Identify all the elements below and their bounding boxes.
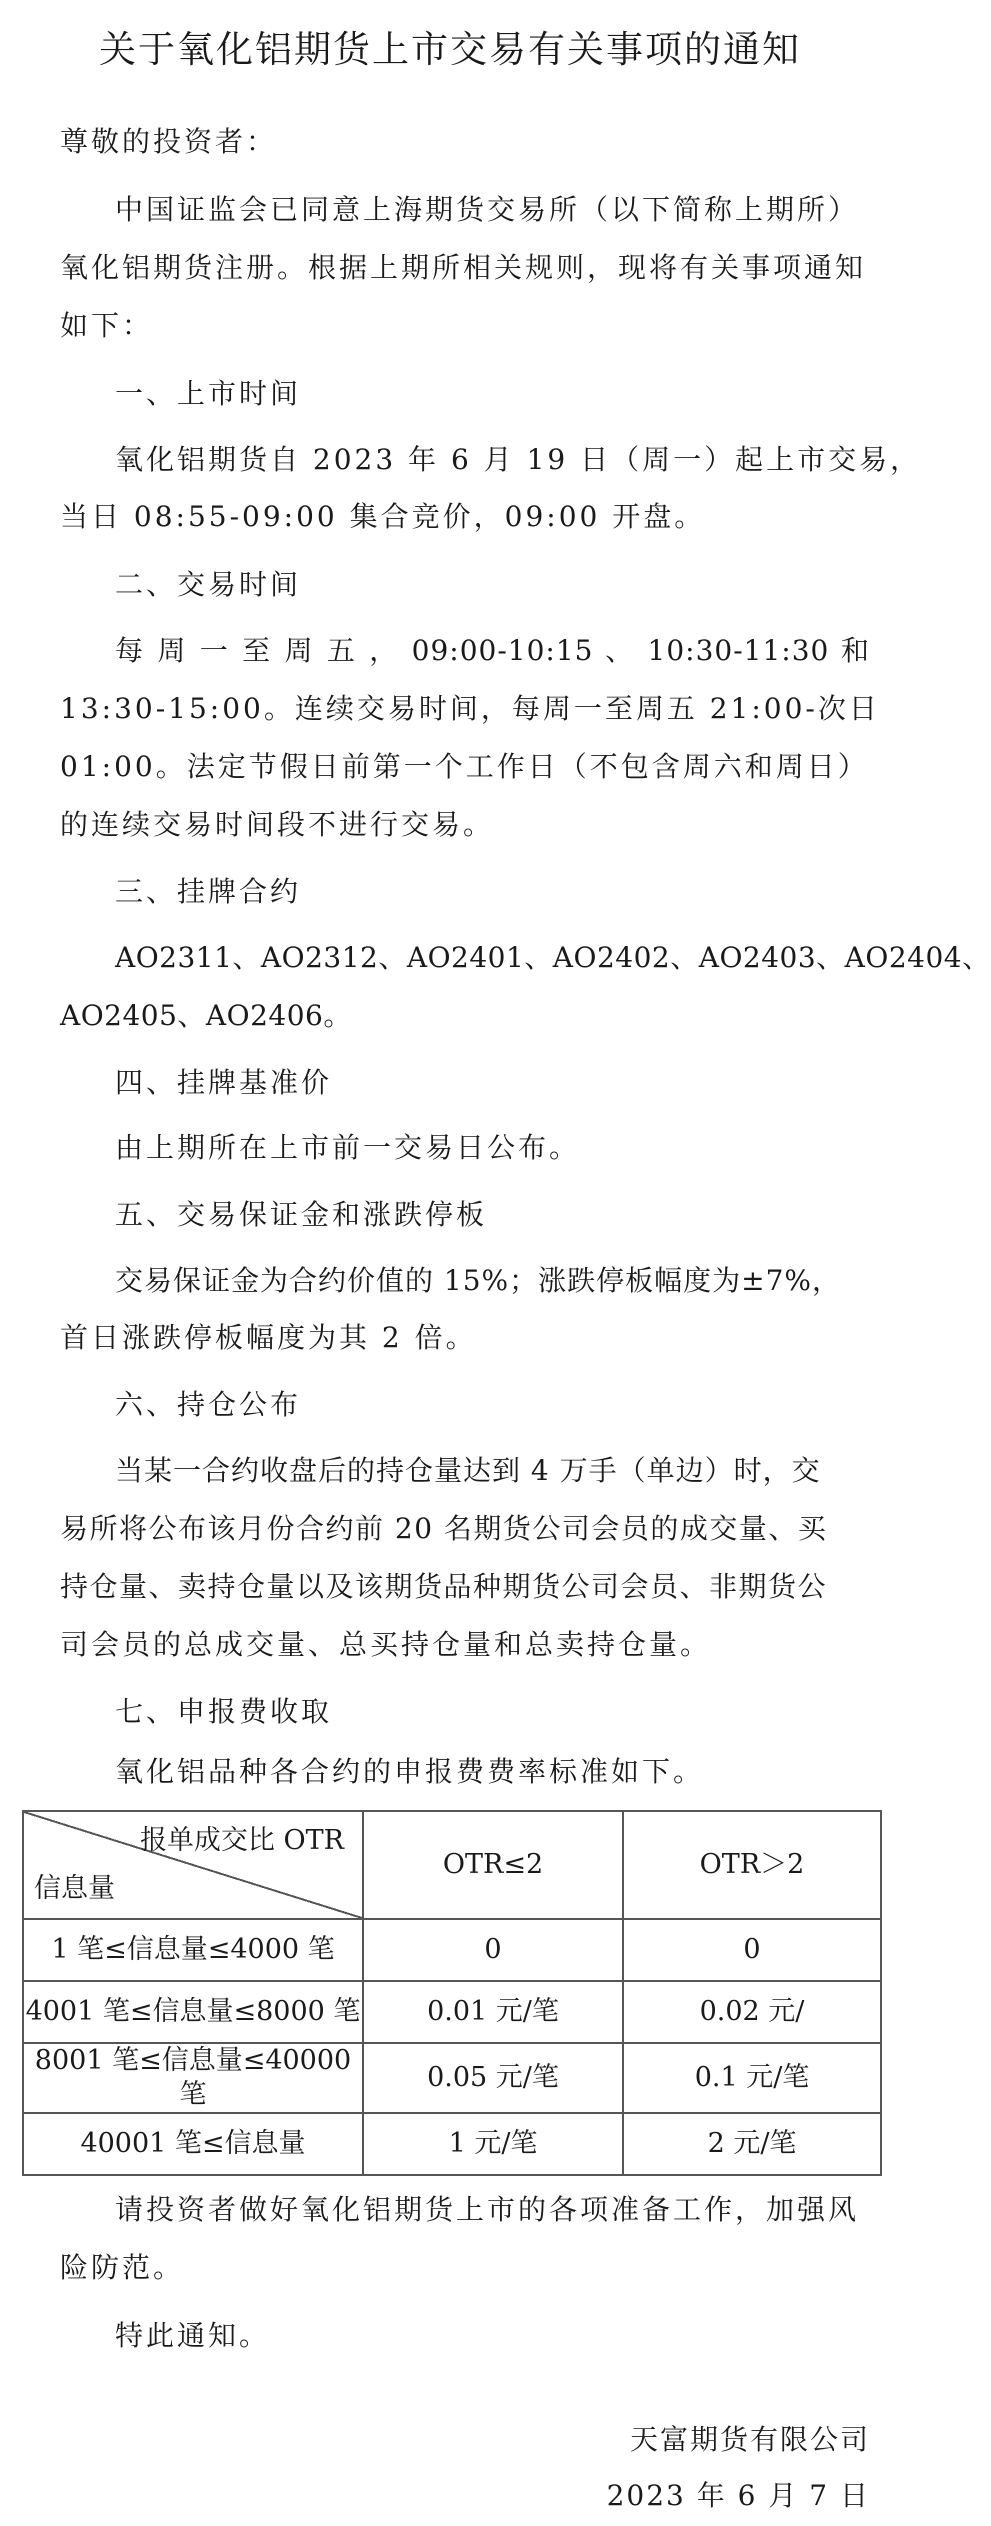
section-heading-visible: [115, 1692, 870, 1732]
section-heading: 五、交易保证金和涨跌停板: [115, 1198, 488, 1231]
section-body-line: 01:00。法定节假日前第一个工作日（不包含周六和周日）: [60, 750, 869, 783]
section-body-line: 由上期所在上市前一交易日公布。: [115, 1131, 581, 1164]
header-corner-bottom: 信息量: [34, 1873, 115, 1904]
row-otr-le-2: 0: [363, 1919, 623, 1981]
section-body-line: 易所将公布该月份合约前 20 名期货公司会员的成交量、买: [60, 1512, 828, 1545]
table-row: [23, 2043, 881, 2113]
closing-line: 请投资者做好氧化铝期货上市的各项准备工作，加强风: [115, 2193, 860, 2226]
fee-table: [22, 1810, 882, 2176]
row-otr-le-2: 0.05 元/笔: [363, 2043, 623, 2113]
table-row: [23, 2113, 881, 2175]
document-title: 关于氧化铝期货上市交易有关事项的通知: [99, 28, 801, 71]
row-label: 4001 笔≤信息量≤8000 笔: [23, 1981, 363, 2043]
section-heading: 六、持仓公布: [115, 1388, 302, 1421]
signature-company: 天富期货有限公司: [629, 2423, 870, 2456]
section-body-line: 当日 08:55-09:00 集合竞价，09:00 开盘。: [60, 500, 706, 533]
section-body-line: 交易保证金为合约价值的 15%；涨跌停板幅度为±7%，: [115, 1264, 842, 1297]
notice-text: 特此通知。: [115, 2319, 271, 2352]
section-heading: 四、挂牌基准价: [115, 1066, 333, 1099]
section-body-line: 每 周 一 至 周 五 ， 09:00-10:15 、 10:30-11:30 和: [115, 634, 870, 667]
row-otr-gt-2: 0.1 元/笔: [623, 2043, 881, 2113]
header-otr-le-2: OTR≤2: [363, 1811, 623, 1919]
section-heading: 一、上市时间: [115, 377, 302, 410]
intro-line: 氧化铝期货注册。根据上期所相关规则，现将有关事项通知: [60, 251, 867, 284]
section-body-line: AO2405、AO2406。: [60, 999, 352, 1032]
section-body-line: 氧化铝期货自 2023 年 6 月 19 日（周一）起上市交易，: [115, 443, 922, 476]
diagonal-header-cell: [23, 1811, 363, 1919]
section-body-line: 的连续交易时间段不进行交易。: [60, 808, 495, 841]
row-label: 40001 笔≤信息量: [23, 2113, 363, 2175]
row-otr-le-2: 1 元/笔: [363, 2113, 623, 2175]
row-otr-gt-2: 2 元/笔: [623, 2113, 881, 2175]
section-heading: 三、挂牌合约: [115, 875, 302, 908]
section-body-line: 司会员的总成交量、总买持仓量和总卖持仓量。: [60, 1628, 712, 1661]
intro-line: 如下：: [60, 309, 154, 342]
section-body-line: 13:30-15:00。连续交易时间，每周一至周五 21:00-次日: [60, 692, 880, 725]
section-heading-text: 七、申报费收取: [115, 1695, 333, 1728]
row-label: 1 笔≤信息量≤4000 笔: [23, 1919, 363, 1981]
table-row: [23, 1981, 881, 2043]
signature-date: 2023 年 6 月 7 日: [606, 2479, 870, 2512]
section-body-line: 首日涨跌停板幅度为其 2 倍。: [60, 1321, 477, 1354]
table-header-row: [23, 1811, 881, 1919]
row-label: 8001 笔≤信息量≤40000 笔: [23, 2043, 363, 2113]
greeting: 尊敬的投资者：: [60, 125, 278, 158]
row-otr-gt-2: 0.02 元/: [623, 1981, 881, 2043]
table-row: [23, 1919, 881, 1981]
row-otr-gt-2: 0: [623, 1919, 881, 1981]
header-corner-top: 报单成交比 OTR: [139, 1825, 344, 1856]
section-heading: 二、交易时间: [115, 568, 302, 601]
section-body-line: AO2311、AO2312、AO2401、AO2402、AO2403、AO2404、: [115, 941, 991, 974]
row-otr-le-2: 0.01 元/笔: [363, 1981, 623, 2043]
header-otr-gt-2: OTR＞2: [623, 1811, 881, 1919]
section-body-line: 氧化铝品种各合约的申报费费率标准如下。: [115, 1755, 705, 1788]
section-body-line: 当某一合约收盘后的持仓量达到 4 万手（单边）时，交: [115, 1454, 821, 1487]
intro-line: 中国证监会已同意上海期货交易所（以下简称上期所）: [115, 193, 860, 226]
closing-line: 险防范。: [60, 2251, 185, 2284]
section-body-line: 持仓量、卖持仓量以及该期货品种期货公司会员、非期货公: [60, 1570, 828, 1603]
